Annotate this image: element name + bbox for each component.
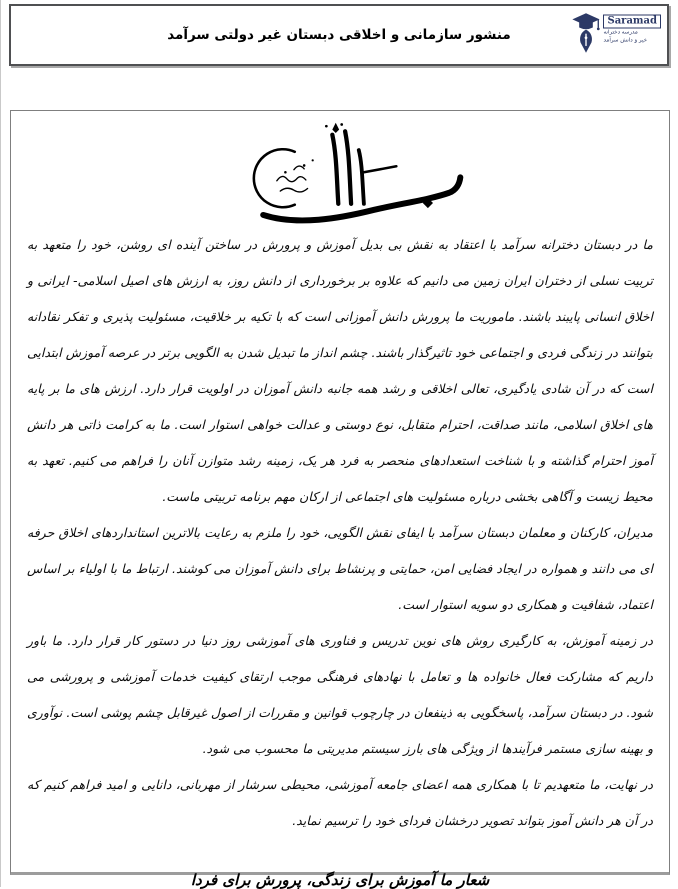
logo-text-block [603,15,661,45]
paragraph: در زمینه آموزش، به کارگیری روش های نوین تدریس و فناوری های آموزشی روز دنیا در دستور کار قرار دارد. ما باور داریم که مشارکت فعال خانواده ها و تعامل با نهادهای فرهنگی موجب ارتقای کیفیت خدمات آموزشی و پرورشی می شود. در دبستان سرآمد، پاسخگویی به ذینفعان در چارچوب قوانین و مقررات از اصول غیرقابل چشم پوشی است. نوآوری و بهینه سازی مستمر فرآیندها از ویژگی های بارز سیستم مدیریتی ما محسوب می شود. [27,633,653,756]
header-box [9,4,669,66]
graduation-cap-pen-icon [571,12,601,59]
saramad-logo [571,12,661,59]
paragraph: مدیران، کارکنان و معلمان دبستان سرآمد با ایفای نقش الگویی، خود را ملزم به رعایت بالاترین استانداردهای اخلاق حرفه ای می دانند و همواره در ایجاد فضایی امن، حمایتی و پرنشاط برای دانش آموزان می کوشند. ارتباط ما با اولیاء بر اساس اعتماد، شفافیت و همکاری دو سویه استوار است. [27,525,653,612]
logo-tagline-1: مدرسه دخترانه [603,29,638,36]
paragraph: در نهایت، ما متعهدیم تا با همکاری همه اعضای جامعه آموزشی، محیطی سرشار از مهربانی، دانایی و امید فراهم کنیم که در آن هر دانش آموز بتواند تصویر درخشان فردای خود را ترسیم نماید. [27,777,653,828]
page-edge-line [0,0,1,887]
logo-tagline-2: خیر و دانش سرآمد [603,37,648,44]
main-document [10,110,670,889]
logo-name: Saramad [603,15,661,29]
page-title: منشور سازمانی و اخلاقی دبستان غیر دولتی سرآمد [167,27,511,43]
paragraph: ما در دبستان دخترانه سرآمد با اعتقاد به نقش بی بدیل آموزش و پرورش در ساختن آینده ای روشن، خود را متعهد به تربیت نسلی از دختران ایران زمین می دانیم که علاوه بر برخورداری از دانش روز، به ارزش های اصیل اسلامی- ایرانی و اخلاق انسانی پایبند باشند. ماموریت ما پرورش دانش آموزانی است که با تکیه بر خلاقیت، مسئولیت پذیری و تفکر نقادانه بتوانند در زندگی فردی و اجتماعی خود تاثیرگذار باشند. چشم انداز ما تبدیل شدن به الگویی برتر در عرصه آموزش ابتدایی است که در آن شادی یادگیری، تعالی اخلاقی و رشد همه جانبه دانش آموزان در اولویت قرار دارد. ارزش های ما بر پایه های اخلاق اسلامی، مانند صداقت، احترام متقابل، نوع دوستی و عدالت خواهی استوار است. ما به کرامت ذاتی هر دانش آموز احترام گذاشته و با شناخت استعدادهای منحصر به فرد هر یک، زمینه رشد متوازن آنان را فراهم می کنیم. تعهد به محیط زیست و آگاهی بخشی درباره مسئولیت های اجتماعی از ارکان مهم برنامه تربیتی ماست. [27,237,653,504]
document-body [11,227,669,839]
bismillah-calligraphy [11,121,669,215]
slogan: شعار ما آموزش برای زندگی، پرورش برای فردا [190,871,490,889]
